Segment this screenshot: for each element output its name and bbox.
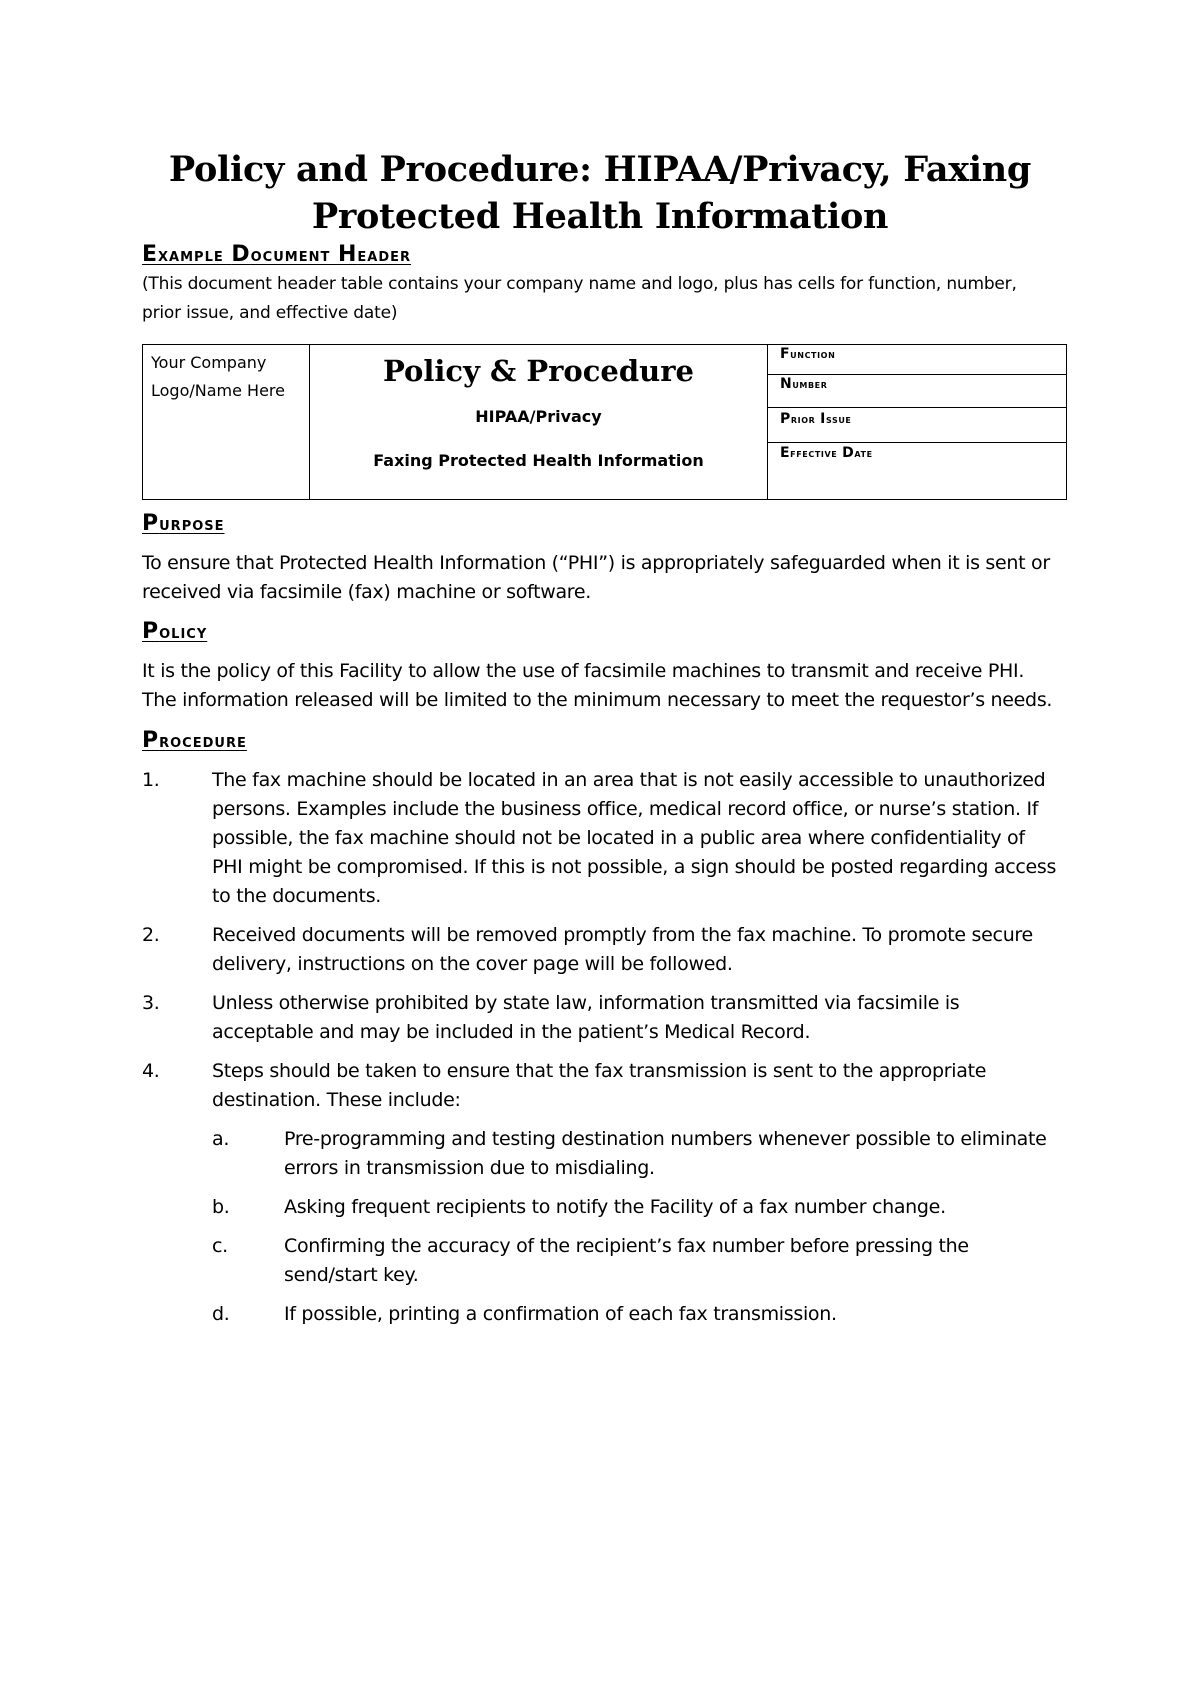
sub-list-item — [212, 1232, 1058, 1290]
metadata-cell — [768, 345, 1067, 500]
field-function: Function — [768, 345, 1066, 375]
list-item-number: 2. — [142, 924, 160, 946]
company-logo-placeholder: Your Company Logo/Name Here — [151, 353, 285, 400]
policy-procedure-title: Policy & Procedure — [383, 354, 694, 388]
sub-list-item-text: If possible, printing a confirmation of each fax transmission. — [284, 1303, 837, 1325]
sub-list-item-letter: a. — [212, 1128, 230, 1150]
sub-list-item-text: Asking frequent recipients to notify the Facility of a fax number change. — [284, 1196, 946, 1218]
policy-heading: Policy — [142, 619, 208, 644]
list-item-text: Unless otherwise prohibited by state law, information transmitted via facsimile is acceptable and may be included in the patient’s Medical Record. — [212, 992, 960, 1043]
sub-list-item — [212, 1125, 1058, 1183]
list-item-content — [212, 1057, 1058, 1339]
field-prior-issue: Prior Issue — [768, 408, 1066, 443]
purpose-text: To ensure that Protected Health Information (“PHI”) is appropriately safeguarded when it is sent or received via facsimile (fax) machine or software. — [142, 552, 1050, 603]
list-item — [142, 921, 1058, 979]
sub-list-item-letter: d. — [212, 1303, 230, 1325]
purpose-heading: Purpose — [142, 511, 225, 536]
document-page — [0, 146, 1200, 1699]
example-header-note: (This document header table contains your company name and logo, plus has cells for function, number, prior issue, and effective date) — [142, 274, 1017, 323]
field-effective-date: Effective Date — [780, 445, 873, 461]
policy-subtitle-2: Faxing Protected Health Information — [373, 451, 704, 470]
company-logo-cell — [143, 345, 310, 500]
list-item — [142, 1057, 1058, 1339]
field-number: Number — [768, 375, 1066, 408]
document-header-table — [142, 344, 1067, 500]
list-item-number: 1. — [142, 769, 160, 791]
document-title: Policy and Procedure: HIPAA/Privacy, Faxing Protected Health Information — [168, 149, 1032, 237]
sub-list-item-text: Confirming the accuracy of the recipient’s fax number before pressing the send/start key. — [284, 1235, 969, 1286]
list-item-text: Received documents will be removed promptly from the fax machine. To promote secure delivery, instructions on the cover page will be followed. — [212, 924, 1033, 975]
sub-list — [212, 1125, 1058, 1329]
list-item — [142, 989, 1058, 1047]
policy-subtitle: HIPAA/Privacy — [475, 407, 602, 426]
list-item — [142, 766, 1058, 911]
sub-list-item — [212, 1300, 1058, 1329]
list-item-text: The fax machine should be located in an area that is not easily accessible to unauthorized persons. Examples include the business office, medical record office, or nurse’s station. If possible, the fax machine should not be located in a public area where confidentiality of PHI might be compromised. If this is not possible, a sign should be posted regarding access to the documents. — [212, 769, 1057, 907]
example-header-heading: Example Document Header — [142, 242, 411, 267]
sub-list-item-letter: b. — [212, 1196, 230, 1218]
sub-list-item — [212, 1193, 1058, 1222]
list-item-number: 4. — [142, 1060, 160, 1082]
policy-title-cell — [310, 345, 768, 500]
sub-list-item-text: Pre-programming and testing destination numbers whenever possible to eliminate errors in transmission due to misdialing. — [284, 1128, 1047, 1179]
list-item-text: Steps should be taken to ensure that the fax transmission is sent to the appropriate destination. These include: — [212, 1060, 987, 1111]
policy-text: It is the policy of this Facility to allow the use of facsimile machines to transmit and receive PHI. The information released will be limited to the minimum necessary to meet the requestor’s needs. — [142, 660, 1053, 711]
procedure-list — [142, 766, 1058, 1339]
list-item-number: 3. — [142, 992, 160, 1014]
procedure-heading: Procedure — [142, 728, 247, 753]
sub-list-item-letter: c. — [212, 1235, 228, 1257]
